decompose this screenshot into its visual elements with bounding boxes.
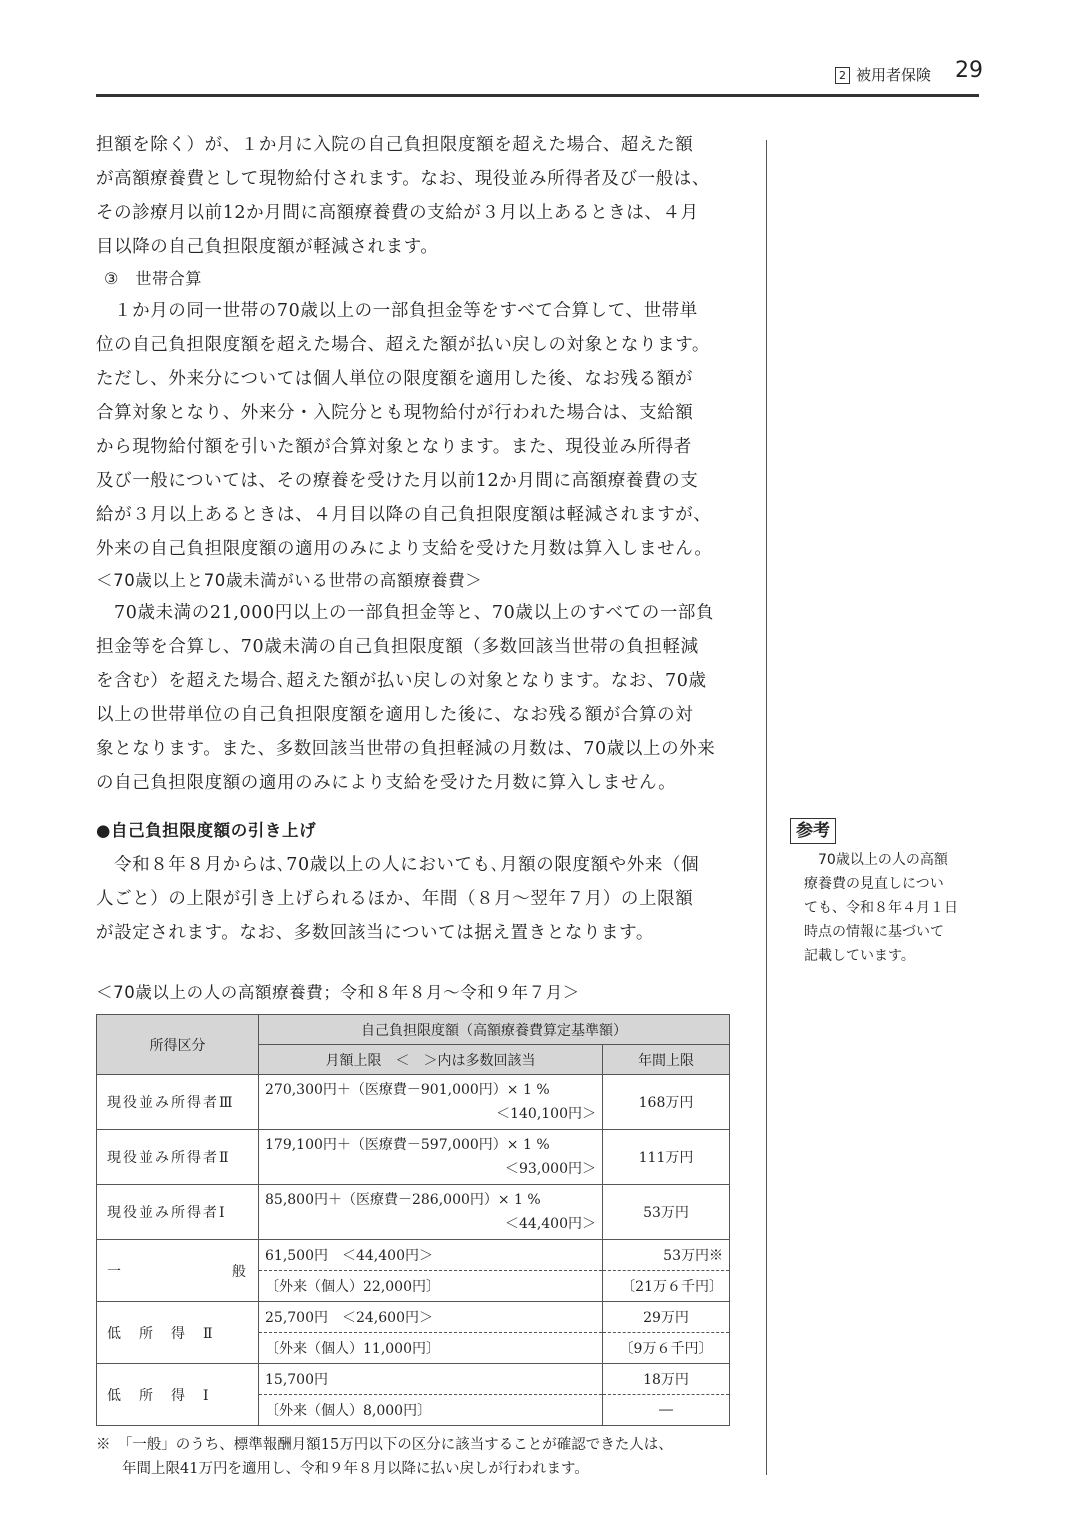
table-row [97, 1130, 730, 1185]
paragraph-line: １か月の同一世帯の70歳以上の一部負担金等をすべて合算して、世帯単 [114, 301, 698, 321]
sidebar-line: 70歳以上の人の高額 [818, 852, 948, 868]
table-row [97, 1185, 730, 1240]
paragraph-line: 給が３月以上あるときは、４月目以降の自己負担限度額は軽減されますが、 [96, 505, 712, 525]
outpatient-cell: 〔外来（個人）8,000円〕 [259, 1395, 603, 1426]
paragraph-line: 位の自己負担限度額を超えた場合、超えた額が払い戻しの対象となります。 [96, 335, 710, 355]
subsection-heading: ＜70歳以上と70歳未満がいる世帯の高額療養費＞ [96, 571, 483, 590]
sidebar-line: 記載しています。 [804, 948, 915, 964]
paragraph-line: 目以降の自己負担限度額が軽減されます。 [96, 237, 439, 257]
category-cell [97, 1240, 259, 1302]
monthly-multi: ＜140,100円＞ [496, 1106, 596, 1122]
monthly-cell: 25,700円 ＜24,600円＞ [259, 1302, 603, 1333]
monthly-cell [259, 1075, 603, 1130]
category-cell: 現役並み所得者Ⅱ [97, 1130, 259, 1185]
footnote-line: 年間上限41万円を適用し、令和９年８月以降に払い戻しが行われます。 [122, 1461, 589, 1477]
monthly-multi: ＜93,000円＞ [505, 1161, 596, 1177]
paragraph-line: 人ごと）の上限が引き上げられるほか、年間（８月～翌年７月）の上限額 [96, 889, 694, 909]
column-divider [766, 140, 767, 1475]
category-cell: 現役並み所得者Ⅰ [97, 1185, 259, 1240]
outpatient-annual-cell: 〔9万６千円〕 [603, 1333, 730, 1364]
header-annual: 年間上限 [603, 1045, 730, 1075]
annual-cell: 111万円 [603, 1130, 730, 1185]
chapter-title-text: 被用者保険 [856, 66, 932, 84]
annual-cell: 53万円 [603, 1185, 730, 1240]
paragraph-line: が高額療養費として現物給付されます。なお、現役並み所得者及び一般は、 [96, 169, 710, 189]
table-row [97, 1302, 730, 1333]
monthly-cell [259, 1130, 603, 1185]
sidebar-line: 療養費の見直しについ [804, 876, 944, 892]
paragraph-line: を含む）を超えた場合､超えた額が払い戻しの対象となります。なお、70歳 [96, 671, 707, 691]
header-category: 所得区分 [97, 1015, 259, 1075]
annual-cell: 53万円※ [603, 1240, 730, 1271]
table-row [97, 1240, 730, 1271]
sidebar-label: 参考 [790, 818, 836, 844]
paragraph-line: 以上の世帯単位の自己負担限度額を適用した後に、なお残る額が合算の対 [96, 705, 694, 725]
category-cell: 低 所 得 Ⅰ [97, 1364, 259, 1426]
paragraph-line: 合算対象となり、外来分・入院分とも現物給付が行われた場合は、支給額 [96, 403, 694, 423]
outpatient-cell: 〔外来（個人）11,000円〕 [259, 1333, 603, 1364]
header-limit: 自己負担限度額（高額療養費算定基準額） [259, 1015, 730, 1045]
annual-cell: 29万円 [603, 1302, 730, 1333]
sidebar-line: ても、令和８年４月１日 [804, 900, 958, 916]
outpatient-annual-cell: 〔21万６千円〕 [603, 1271, 730, 1302]
monthly-formula: 270,300円＋（医療費－901,000円）× 1 % [265, 1082, 550, 1098]
cost-limit-table [96, 1014, 730, 1426]
paragraph-line: 担金等を合算し、70歳未満の自己負担限度額（多数回該当世帯の負担軽減 [96, 637, 699, 657]
category-text: 般 [232, 1263, 248, 1280]
paragraph-line: の自己負担限度額の適用のみにより支給を受けた月数に算入しません。 [96, 773, 677, 793]
outpatient-annual-cell: ― [603, 1395, 730, 1426]
header-rule [96, 94, 979, 97]
paragraph-line: 令和８年８月からは､70歳以上の人においても､月額の限度額や外来（個 [114, 855, 700, 875]
monthly-formula: 179,100円＋（医療費－597,000円）× 1 % [265, 1137, 550, 1153]
category-cell: 低 所 得 Ⅱ [97, 1302, 259, 1364]
footnote-line: ※ 「一般」のうち、標準報酬月額15万円以下の区分に該当することが確認できた人は、 [96, 1437, 673, 1453]
paragraph-line: その診療月以前12か月間に高額療養費の支給が３月以上あるときは、４月 [96, 203, 699, 223]
chapter-number: 2 [835, 67, 850, 84]
page-number: 29 [955, 58, 983, 83]
monthly-cell [259, 1185, 603, 1240]
outpatient-cell: 〔外来（個人）22,000円〕 [259, 1271, 603, 1302]
paragraph-line: 象となります。また、多数回該当世帯の負担軽減の月数は、70歳以上の外来 [96, 739, 716, 759]
monthly-multi: ＜44,400円＞ [505, 1216, 596, 1232]
annual-cell: 18万円 [603, 1364, 730, 1395]
paragraph-line: 外来の自己負担限度額の適用のみにより支給を受けた月数は算入しません。 [96, 539, 713, 559]
section-heading: ③ 世帯合算 [104, 269, 202, 288]
monthly-cell: 15,700円 [259, 1364, 603, 1395]
annual-cell: 168万円 [603, 1075, 730, 1130]
monthly-formula: 85,800円＋（医療費－286,000円）× 1 % [265, 1192, 541, 1208]
table-row [97, 1364, 730, 1395]
paragraph-line: 及び一般については、その療養を受けた月以前12か月間に高額療養費の支 [96, 471, 699, 491]
chapter-title [835, 64, 931, 85]
paragraph-line: 担額を除く）が、１か月に入院の自己負担限度額を超えた場合、超えた額 [96, 135, 694, 155]
paragraph-line: が設定されます。なお、多数回該当については据え置きとなります。 [96, 923, 654, 943]
category-text: 一 [107, 1263, 123, 1280]
paragraph-line: から現物給付額を引いた額が合算対象となります。また、現役並み所得者 [96, 437, 692, 457]
table-title: ＜70歳以上の人の高額療養費；令和８年８月～令和９年７月＞ [96, 983, 580, 1002]
section-heading: ●自己負担限度額の引き上げ [96, 821, 317, 840]
sidebar-line: 時点の情報に基づいて [804, 924, 944, 940]
table-row [97, 1075, 730, 1130]
category-cell: 現役並み所得者Ⅲ [97, 1075, 259, 1130]
header-monthly: 月額上限 ＜ ＞内は多数回該当 [259, 1045, 603, 1075]
monthly-cell: 61,500円 ＜44,400円＞ [259, 1240, 603, 1271]
paragraph-line: ただし、外来分については個人単位の限度額を適用した後、なお残る額が [96, 369, 693, 389]
paragraph-line: 70歳未満の21,000円以上の一部負担金等と、70歳以上のすべての一部負 [114, 603, 715, 623]
